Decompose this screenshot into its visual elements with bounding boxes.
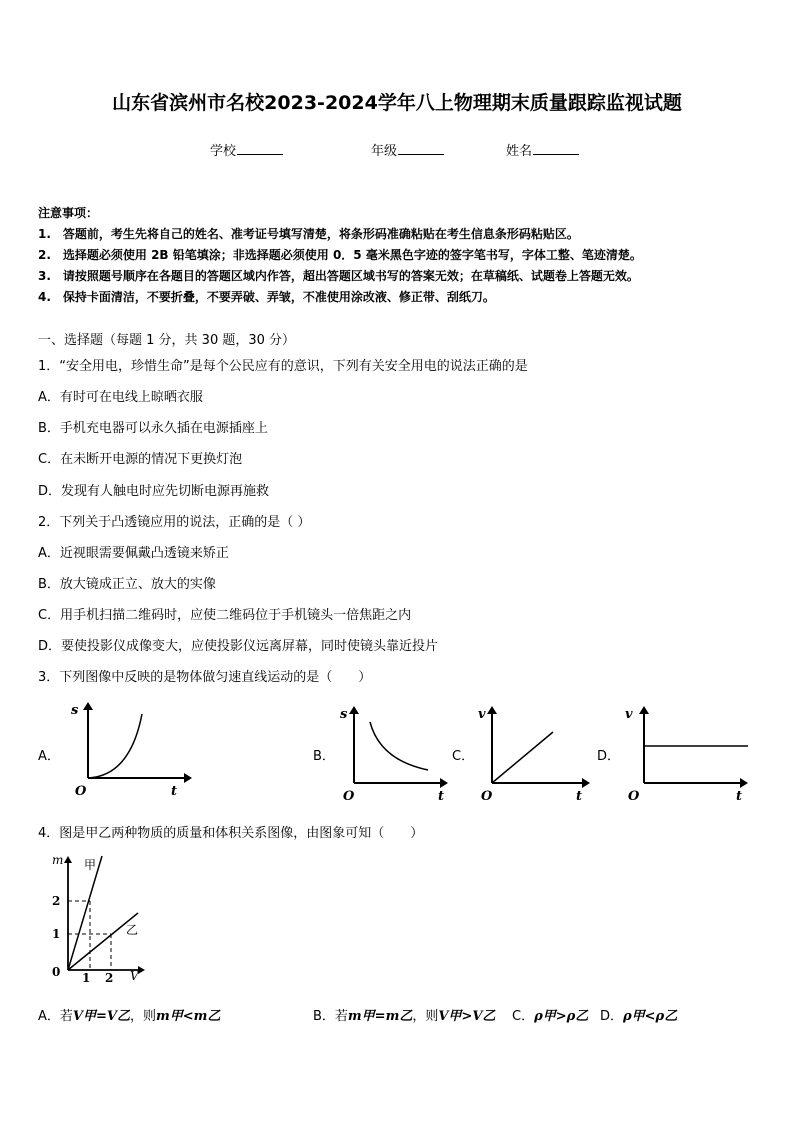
- option-b-result: V甲>V乙: [438, 1009, 496, 1024]
- question-2-option-a: A．近视眼需要佩戴凸透镜来矫正: [38, 546, 229, 561]
- question-1-option-a: A．有时可在电线上晾晒衣服: [38, 390, 203, 405]
- graph-a-y-label: s: [71, 703, 79, 718]
- graph-v-label: V: [130, 969, 139, 982]
- graph-x-tick-1: 1: [82, 971, 91, 982]
- grade-blank: [398, 142, 444, 155]
- graph-m-label: m: [52, 853, 64, 867]
- note-item: 4. 保持卡面清洁，不要折叠，不要弄破、弄皱，不准使用涂改液、修正带、刮纸刀。: [38, 290, 495, 304]
- graph-b-x-label: t: [438, 789, 445, 804]
- question-4-option-a: [38, 1005, 220, 1024]
- option-b-prefix: B．若: [313, 1009, 348, 1024]
- page-title: 山东省滨州市名校2023-2024学年八上物理期末质量跟踪监视试题: [112, 92, 682, 114]
- graph-d-origin: O: [628, 789, 640, 804]
- question-3-stem: 3．下列图像中反映的是物体做匀速直线运动的是（ ）: [38, 670, 372, 685]
- question-4-option-d: [600, 1005, 677, 1024]
- question-4-option-b: [313, 1005, 495, 1024]
- option-c-result: ρ甲>ρ乙: [534, 1009, 589, 1024]
- option-d-prefix: D．: [600, 1009, 624, 1024]
- question-1-option-b: B．手机充电器可以永久插在电源插座上: [38, 421, 268, 436]
- name-label: 姓名: [506, 144, 533, 159]
- graph-line-a-label: 甲: [84, 858, 97, 872]
- question-1-stem: 1．“安全用电，珍惜生命”是每个公民应有的意识，下列有关安全用电的说法正确的是: [38, 359, 528, 374]
- question-3-option-d-label: D．: [597, 749, 621, 764]
- graph-b-y-label: s: [340, 707, 348, 722]
- graph-d-x-label: t: [736, 789, 743, 804]
- school-blank: [237, 142, 283, 155]
- graph-c-x-label: t: [576, 789, 583, 804]
- graph-origin: 0: [52, 965, 61, 979]
- grade-label: 年级: [371, 144, 398, 159]
- graph-d-y-label: v: [625, 707, 633, 722]
- school-field: [210, 140, 283, 159]
- graph-c-y-label: v: [478, 707, 486, 722]
- question-3-option-c-label: C．: [452, 749, 475, 764]
- question-4-mass-volume-graph: [40, 852, 152, 982]
- school-label: 学校: [210, 144, 237, 159]
- graph-y-tick-1: 1: [52, 927, 61, 941]
- question-3-graph-a: [66, 698, 194, 798]
- question-3-graph-b: [336, 700, 451, 804]
- option-b-mid: ，则: [412, 1009, 439, 1024]
- option-b-condition: m甲=m乙: [347, 1009, 413, 1024]
- option-d-result: ρ甲<ρ乙: [623, 1009, 678, 1024]
- question-2-option-b: B．放大镜成正立、放大的实像: [38, 577, 216, 592]
- question-3-graph-d: [622, 700, 752, 804]
- question-3-graph-c: [476, 700, 594, 804]
- note-item: 2. 选择题必须使用 2B 铅笔填涂；非选择题必须使用 0．5 毫米黑色字迹的签字笔书写，字体工整、笔迹清楚。: [38, 248, 642, 262]
- question-3-option-b-label: B．: [313, 749, 335, 764]
- graph-a-origin: O: [75, 784, 87, 798]
- section-heading: 一、选择题（每题 1 分，共 30 题，30 分）: [38, 333, 296, 348]
- question-4-option-c: [512, 1005, 588, 1024]
- option-c-prefix: C．: [512, 1009, 535, 1024]
- graph-line-b-label: 乙: [126, 923, 139, 937]
- question-2-stem: 2．下列关于凸透镜应用的说法，正确的是（ ）: [38, 515, 311, 530]
- graph-c-origin: O: [481, 789, 493, 804]
- graph-x-tick-2: 2: [105, 971, 114, 982]
- note-item: 1. 答题前，考生先将自己的姓名、准考证号填写清楚，将条形码准确粘贴在考生信息条形码粘贴区。: [38, 227, 579, 241]
- question-4-stem: 4．图是甲乙两种物质的质量和体积关系图像，由图象可知（ ）: [38, 826, 424, 841]
- option-a-prefix: A．若: [38, 1009, 73, 1024]
- note-item: 3. 请按照题号顺序在各题目的答题区域内作答，超出答题区域书写的答案无效；在草稿纸、试题卷上答题无效。: [38, 269, 639, 283]
- option-a-condition: V甲=V乙: [72, 1009, 130, 1024]
- option-a-result: m甲<m乙: [156, 1009, 221, 1024]
- question-2-option-c: C．用手机扫描二维码时，应使二维码位于手机镜头一倍焦距之内: [38, 608, 412, 623]
- name-field: [506, 140, 579, 159]
- notes-heading: 注意事项：: [38, 206, 99, 220]
- grade-field: [371, 140, 444, 159]
- question-1-option-d: D．发现有人触电时应先切断电源再施救: [38, 484, 270, 499]
- graph-b-origin: O: [343, 789, 355, 804]
- graph-a-x-label: t: [171, 784, 178, 798]
- question-3-option-a-label: A．: [38, 749, 60, 764]
- question-1-option-c: C．在未断开电源的情况下更换灯泡: [38, 452, 243, 467]
- graph-y-tick-2: 2: [52, 894, 61, 908]
- question-2-option-d: D．要使投影仪成像变大，应使投影仪远离屏幕，同时使镜头靠近投片: [38, 639, 439, 654]
- option-a-mid: ，则: [129, 1009, 156, 1024]
- name-blank: [533, 142, 579, 155]
